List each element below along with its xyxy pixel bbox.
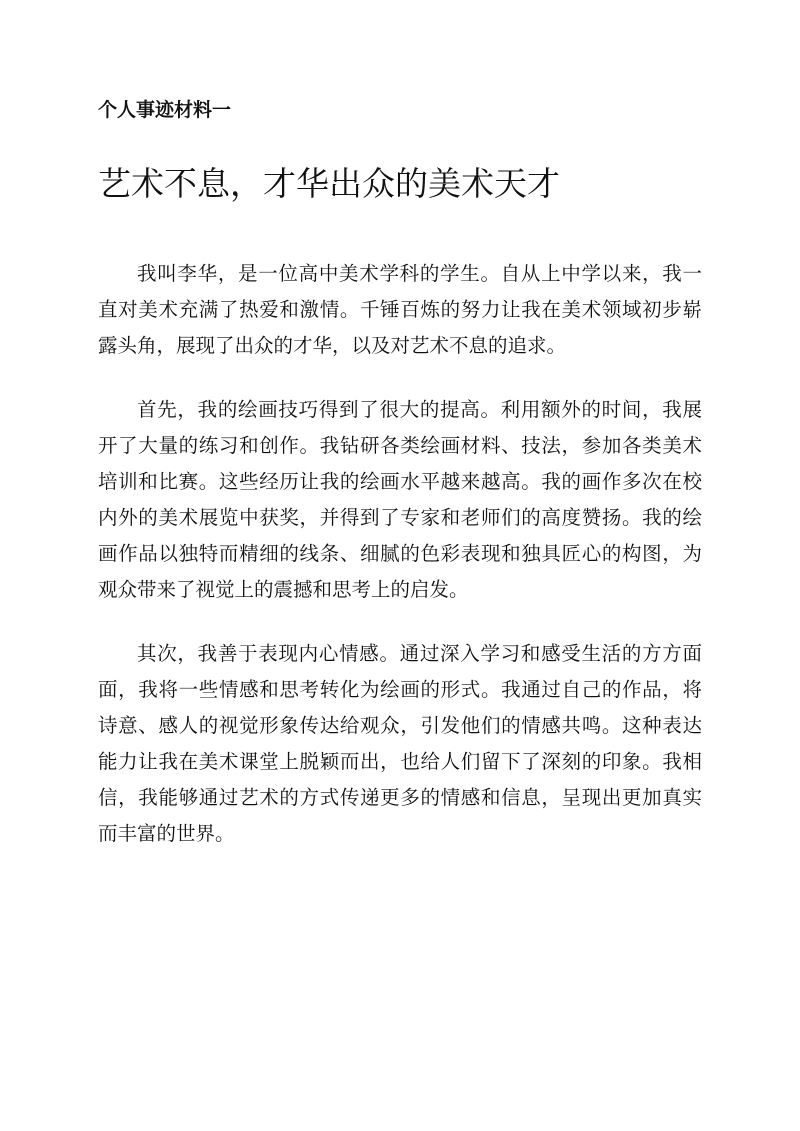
document-body <box>98 256 702 880</box>
document-title: 艺术不息，才华出众的美术天才 <box>98 164 560 203</box>
paragraph-emotional-expression: 其次，我善于表现内心情感。通过深入学习和感受生活的方方面面，我将一些情感和思考转化为绘画的形式。我通过自己的作品，将诗意、感人的视觉形象传达给观众，引发他们的情感共鸣。这种表达能力让我在美术课堂上脱颖而出，也给人们留下了深刻的印象。我相信，我能够通过艺术的方式传递更多的情感和信息，呈现出更加真实而丰富的世界。 <box>98 642 702 845</box>
document-subtitle: 个人事迹材料一 <box>98 99 232 121</box>
paragraph-intro: 我叫李华，是一位高中美术学科的学生。自从上中学以来，我一直对美术充满了热爱和激情。千锤百炼的努力让我在美术领域初步崭露头角，展现了出众的才华，以及对艺术不息的追求。 <box>98 262 702 357</box>
paragraph-painting-skills: 首先，我的绘画技巧得到了很大的提高。利用额外的时间，我展开了大量的练习和创作。我钻研各类绘画材料、技法，参加各类美术培训和比赛。这些经历让我的绘画水平越来越高。我的画作多次在校内外的美术展览中获奖，并得到了专家和老师们的高度赞扬。我的绘画作品以独特而精细的线条、细腻的色彩表现和独具匠心的构图，为观众带来了视觉上的震撼和思考上的启发。 <box>98 398 702 601</box>
